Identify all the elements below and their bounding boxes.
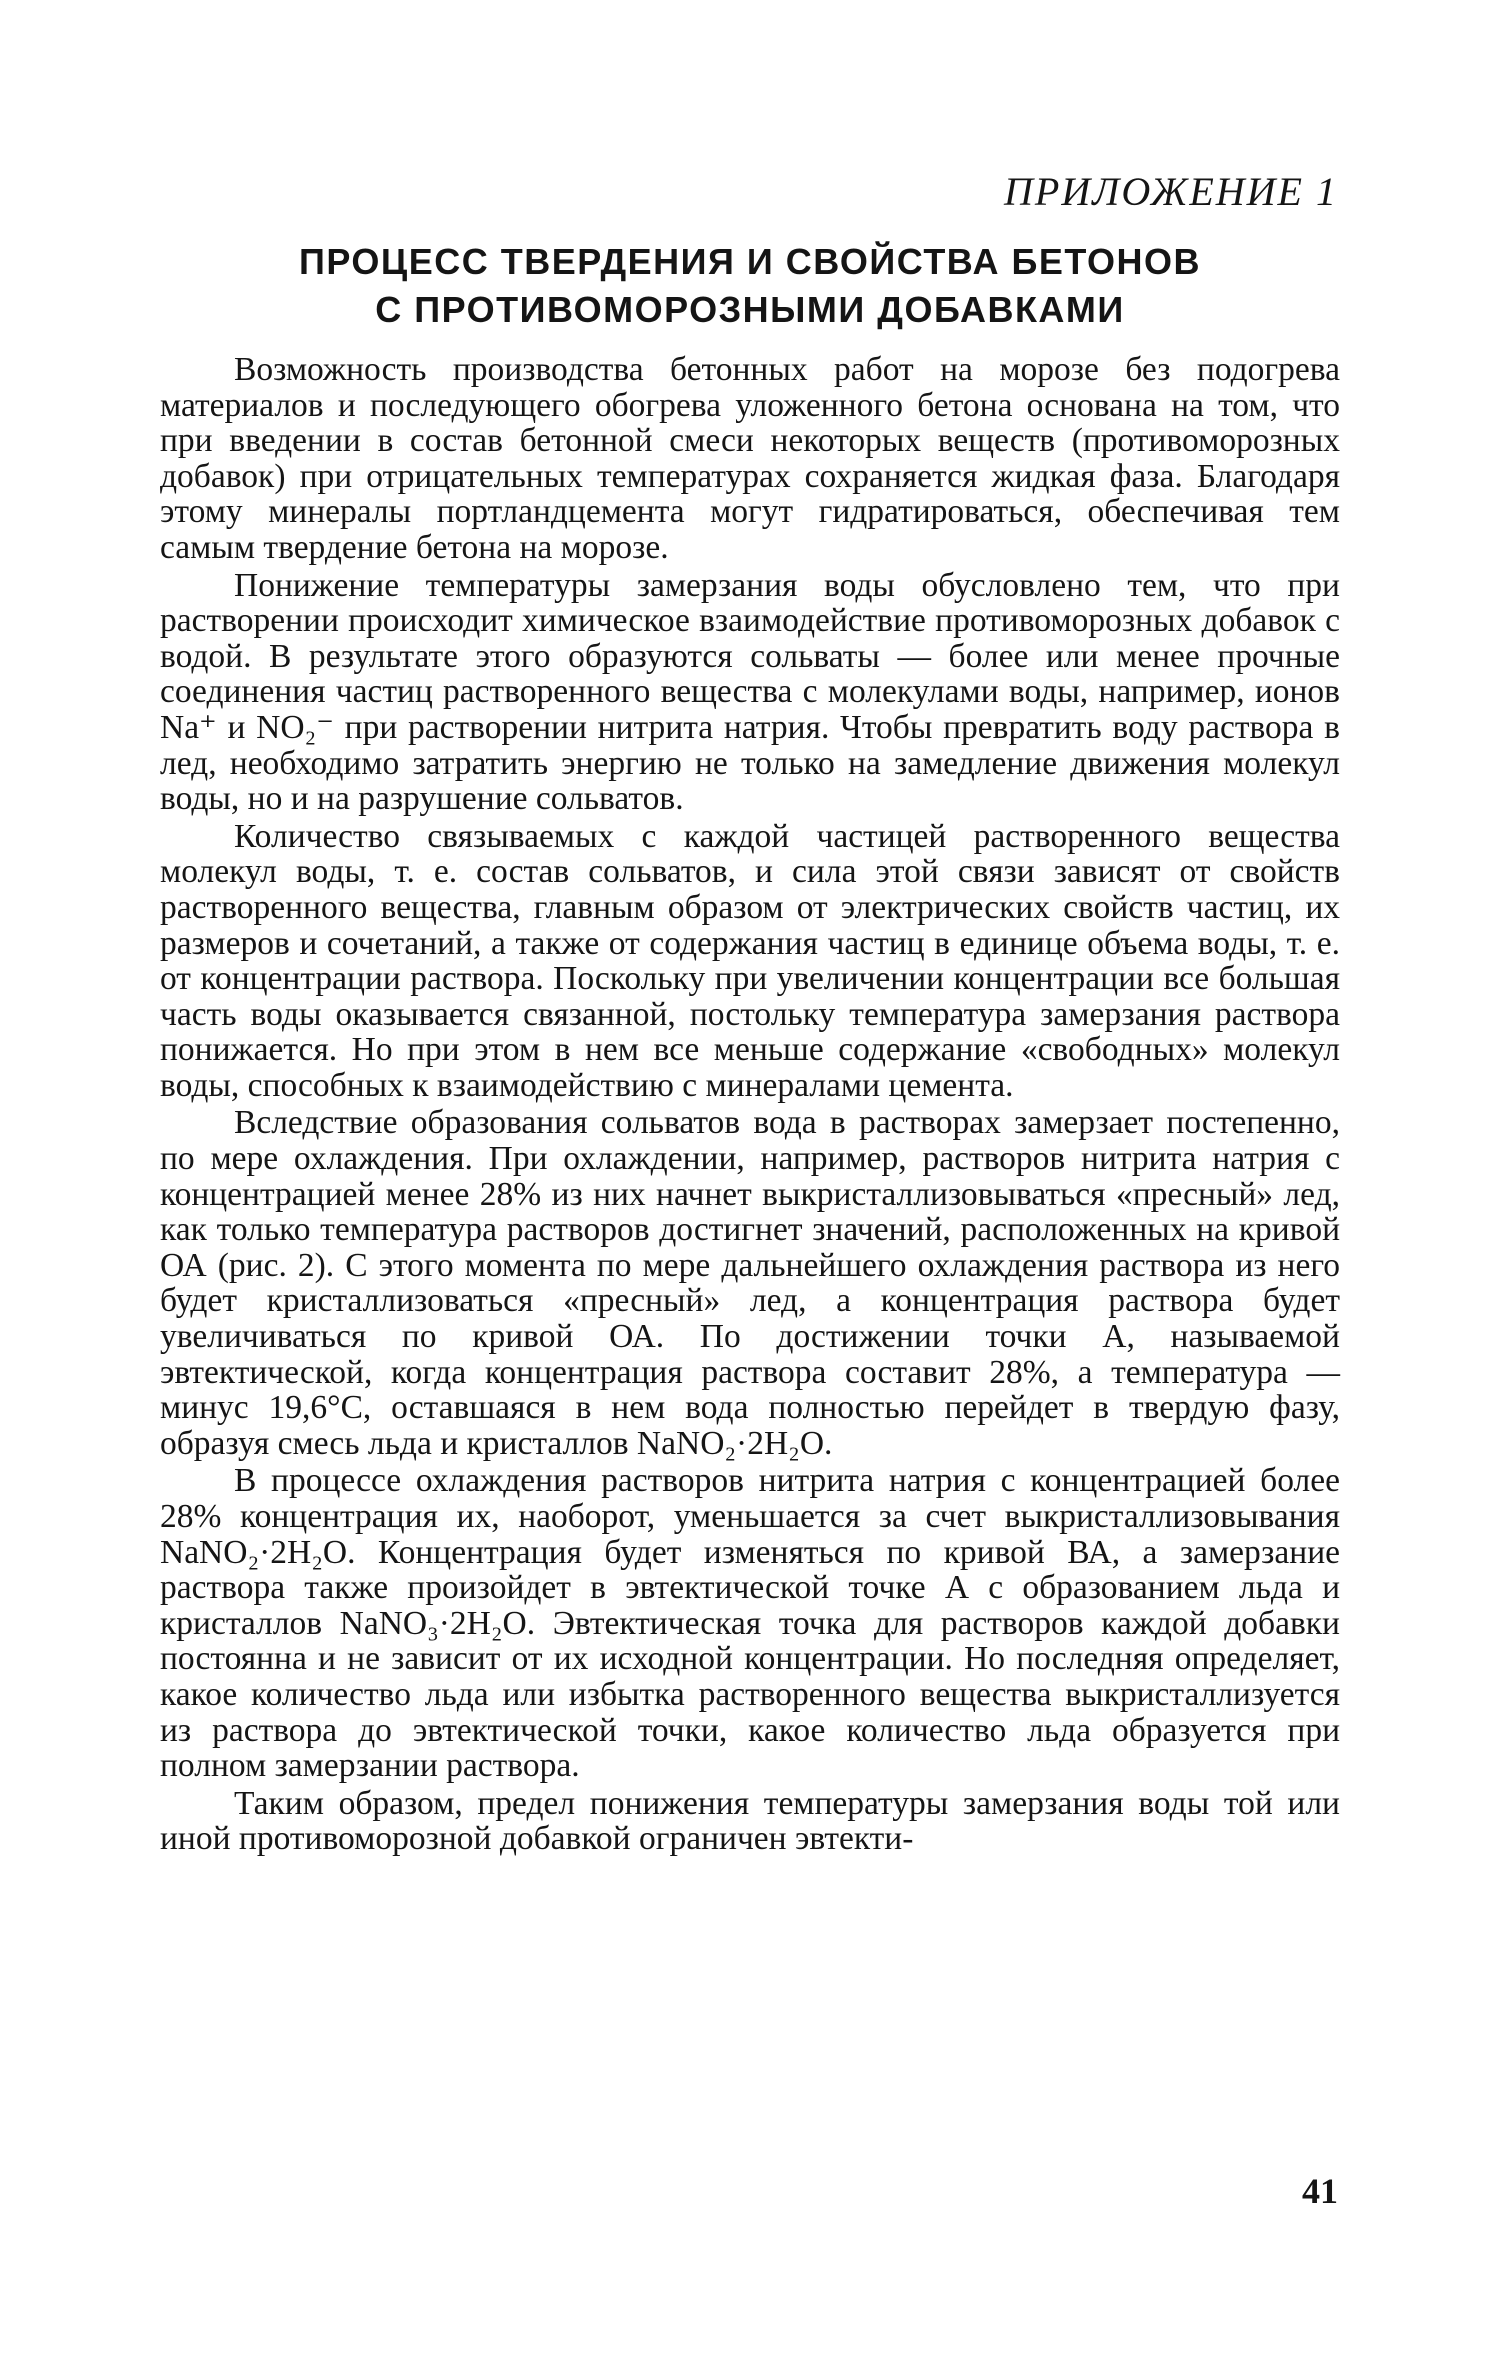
title-line-2: С ПРОТИВОМОРОЗНЫМИ ДОБАВКАМИ xyxy=(375,289,1125,330)
page-title xyxy=(160,238,1340,334)
paragraph-4: Вследствие образования сольватов вода в растворах замерзает постепенно, по мере охлаждения. При охлаждении, например, растворов нитрита натрия с концентрацией менее 28% из них начнет выкристаллизовываться «пресный» лед, как только температура растворов достигнет значений, расположенных на кривой ОА (рис. 2). С этого момента по мере дальнейшего охлаждения раствора из него будет кристаллизоваться «пресный» лед, а концентрация раствора будет увеличиваться по кривой ОА. По достижении точки А, называемой эвтектической, когда концентрация раствора составит 28%, а температура — минус 19,6°С, оставшаяся в нем вода полностью перейдет в твердую фазу, образуя смесь льда и кристаллов NaNO₂·2H₂O. xyxy=(160,1104,1340,1462)
paragraph-3: Количество связываемых с каждой частицей растворенного вещества молекул воды, т. е. состав сольватов, и сила этой связи зависят от свойств растворенного вещества, главным образом от электрических свойств частиц, их размеров и сочетаний, а также от содержания частиц в единице объема воды, т. е. от концентрации раствора. Поскольку при увеличении концентрации все большая часть воды оказывается связанной, постольку температура замерзания раствора понижается. Но при этом в нем все меньше содержание «свободных» молекул воды, способных к взаимодействию с минералами цемента. xyxy=(160,817,1340,1104)
paragraph-5: В процессе охлаждения растворов нитрита натрия с концентрацией более 28% концентрация их, наоборот, уменьшается за счет выкристаллизовывания NaNO₂·2H₂O. Концентрация будет изменяться по кривой ВА, а замерзание раствора также произойдет в эвтектической точке А с образованием льда и кристаллов NaNO₃·2H₂O. Эвтектическая точка для растворов каждой добавки постоянна и не зависит от их исходной концентрации. Но последняя определяет, какое количество льда или избытка растворенного вещества выкристаллизуется из раствора до эвтектической точки, какое количество льда образуется при полном замерзании раствора. xyxy=(160,1462,1340,1785)
appendix-label: ПРИЛОЖЕНИЕ 1 xyxy=(1004,169,1338,214)
body-text xyxy=(160,352,1340,1857)
paragraph-1: Возможность производства бетонных работ на морозе без подогрева материалов и последующего обогрева уложенного бетона основана на том, что при введении в состав бетонной смеси некоторых веществ (противоморозных добавок) при отрицательных температурах сохраняется жидкая фаза. Благодаря этому минералы портландцемента могут гидратироваться, обеспечивая тем самым твердение бетона на морозе. xyxy=(160,351,1340,566)
paragraph-6: Таким образом, предел понижения температуры замерзания воды той или иной противоморозной добавкой ограничен эвтекти- xyxy=(160,1784,1340,1858)
title-line-1: ПРОЦЕСС ТВЕРДЕНИЯ И СВОЙСТВА БЕТОНОВ xyxy=(298,241,1201,282)
page-number: 41 xyxy=(1302,2171,1338,2211)
paragraph-2: Понижение температуры замерзания воды обусловлено тем, что при растворении происходит химическое взаимодействие противоморозных добавок с водой. В результате этого образуются сольваты — более или менее прочные соединения частиц растворенного вещества с молекулами воды, например, ионов Na⁺ и NO₂⁻ при растворении нитрита натрия. Чтобы превратить воду раствора в лед, необходимо затратить энергию не только на замедление движения молекул воды, но и на разрушение сольватов. xyxy=(160,566,1340,818)
